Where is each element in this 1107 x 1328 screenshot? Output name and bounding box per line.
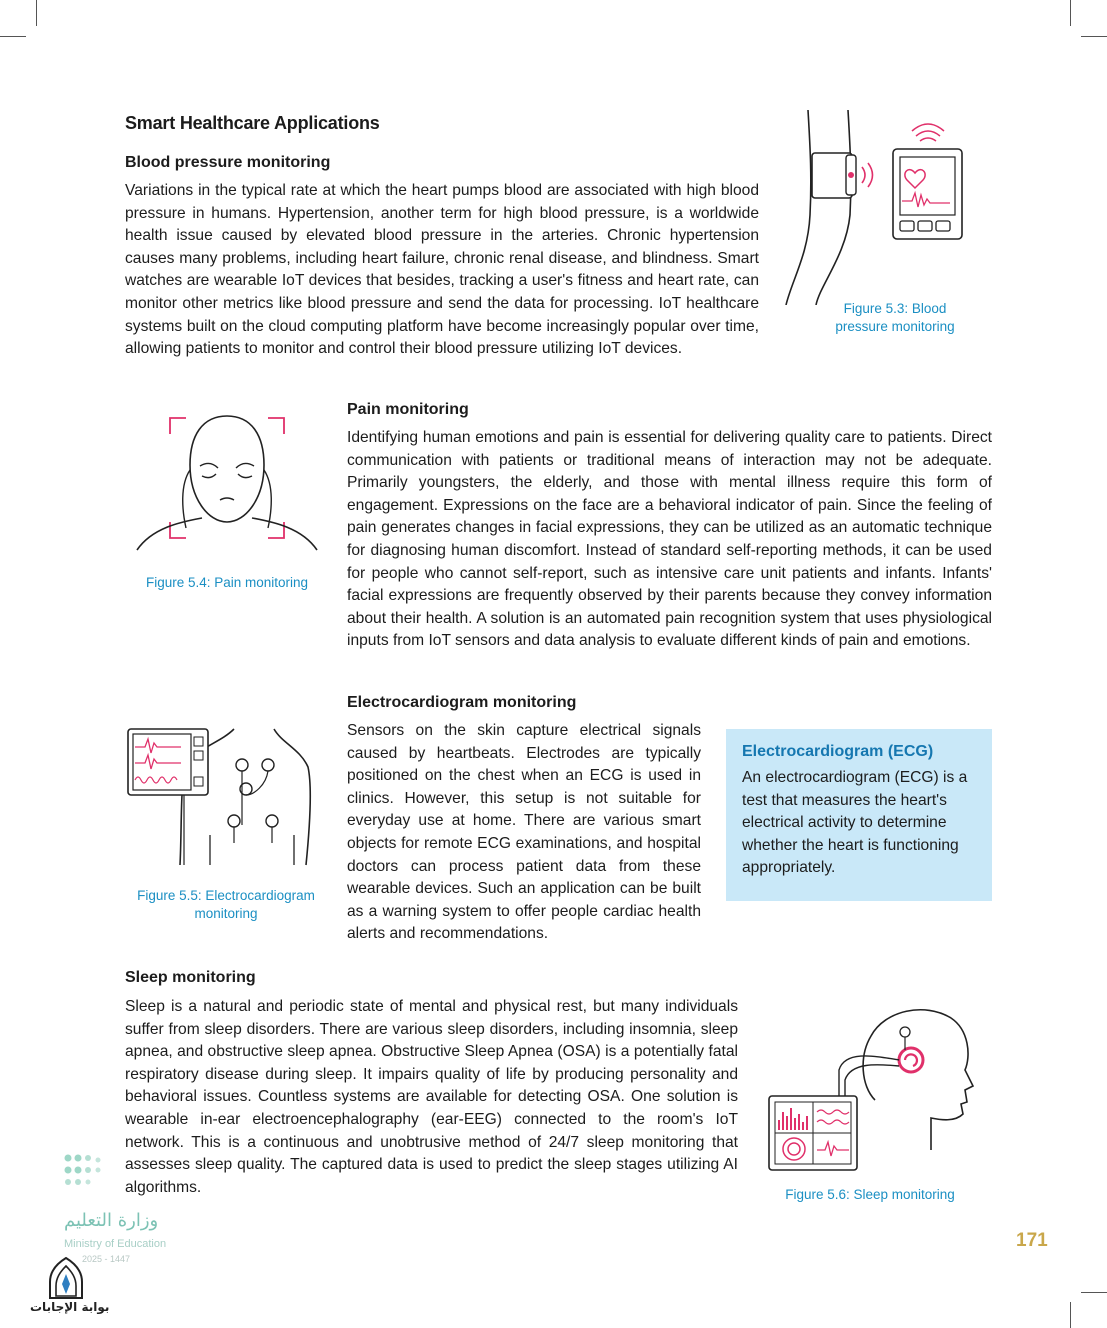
- portal-lantern-icon: [46, 1256, 86, 1300]
- caption-pain: Figure 5.4: Pain monitoring: [145, 575, 309, 590]
- crop-mark: [1081, 36, 1107, 37]
- crop-mark: [1070, 1302, 1071, 1328]
- face-pain-icon: [132, 410, 322, 570]
- section-heading-sleep: Sleep monitoring: [125, 969, 256, 986]
- caption-sleep: Figure 5.6: Sleep monitoring: [785, 1187, 955, 1202]
- page-number: 171: [1016, 1230, 1048, 1251]
- section-heading-pain: Pain monitoring: [347, 401, 469, 418]
- page-title: Smart Healthcare Applications: [125, 113, 380, 133]
- figure-pain: [132, 410, 322, 570]
- paragraph-pain: Identifying human emotions and pain is essential for delivering quality care to patients. Direct communication with patients or traditional means of interaction may not be adequate. Primarily youngsters, the elderly, and those with mental illness require this form of engagement. Expressions on the face are a behavioral indicator of pain. Since the feeling of pain generates changes in facial expressions, they can be utilized as an automatic technique for diagnosing human discomfort. Instead of standard self-reporting methods, it can be used for people who cannot self-report, such as intensive care unit patients and infants. Infants' facial expressions are frequently observed by their parents because they convey information about their health. A solution is an automated pain recognition system that uses physiological inputs from IoT sensors and data analysis to evaluate different kinds of pain and emotions.: [347, 429, 992, 650]
- crop-mark: [1081, 1292, 1107, 1293]
- section-heading-ecg: Electrocardiogram monitoring: [347, 694, 577, 711]
- ecg-box-text: An electrocardiogram (ECG) is a test that measures the heart's electrical activity to determine whether the heart is functioning appropriately.: [742, 769, 968, 877]
- crop-mark: [36, 0, 37, 26]
- caption-ecg: Figure 5.5: Electrocardiogram monitoring: [137, 888, 315, 921]
- ministry-name-arabic: وزارة التعليم: [64, 1210, 159, 1231]
- ministry-name-english: Ministry of Education: [64, 1238, 167, 1250]
- arm-cuff-monitor-icon: [780, 105, 980, 305]
- ecg-box-title: Electrocardiogram (ECG): [742, 743, 934, 760]
- portal-name: بوابة الإجابات: [30, 1300, 110, 1314]
- figure-sleep: [765, 1000, 980, 1178]
- caption-blood-pressure: Figure 5.3: Blood pressure monitoring: [835, 301, 955, 334]
- paragraph-sleep: Sleep is a natural and periodic state of mental and physical rest, but many individuals suffer from sleep disorders. There are various sleep disorders, including insomnia, sleep apnea, and obstructive sleep apnea. Obstructive Sleep Apnea (OSA) is a potentially fatal respiratory disease during sleep. It impairs quality of life by producing personality and behavioral issues. Countless systems are available for detecting OSA. One solution is wearable in-ear electroencephalography (ear-EEG) connected to the room's IoT network. This is a continuous and unobtrusive method of 24/7 sleep monitoring that assesses sleep quality. The captured data is used to predict the sleep stages utilizing AI algorithms.: [125, 998, 738, 1196]
- ministry-year: 2025 - 1447: [82, 1254, 131, 1264]
- crop-mark: [1070, 0, 1071, 26]
- figure-ecg: [124, 725, 324, 870]
- paragraph-blood-pressure: Variations in the typical rate at which the heart pumps blood are associated with high blood pressure in humans. Hypertension, another term for high blood pressure, is a worldwide health issue caused by elevated blood pressure in the arteries. Chronic hypertension causes many problems, including heart failure, chronic renal disease, and blindness. Smart watches are wearable IoT devices that besides, tracking a user's fitness and heart rate, can monitor other metrics like blood pressure and send the data for processing. IoT healthcare systems built on the cloud computing platform have become increasingly popular over time, allowing patients to monitor and control their blood pressure utilizing IoT devices.: [125, 182, 759, 358]
- crop-mark: [0, 36, 26, 37]
- ecg-definition-box: [726, 729, 992, 901]
- section-heading-blood-pressure: Blood pressure monitoring: [125, 154, 331, 171]
- paragraph-ecg: Sensors on the skin capture electrical signals caused by heartbeats. Electrodes are typically positioned on the chest when an ECG is used in clinics. However, this setup is not suitable for everyday use at home. There are various smart objects for remote ECG examinations, and hospital doctors can process patient data from these wearable devices. Such an application can be built as a warning system to offer people cardiac health alerts and recommendations.: [347, 722, 701, 943]
- dots-logo-icon: [60, 1150, 140, 1195]
- sleep-eeg-monitor-icon: [765, 1000, 980, 1178]
- ecg-monitor-icon: [124, 725, 324, 870]
